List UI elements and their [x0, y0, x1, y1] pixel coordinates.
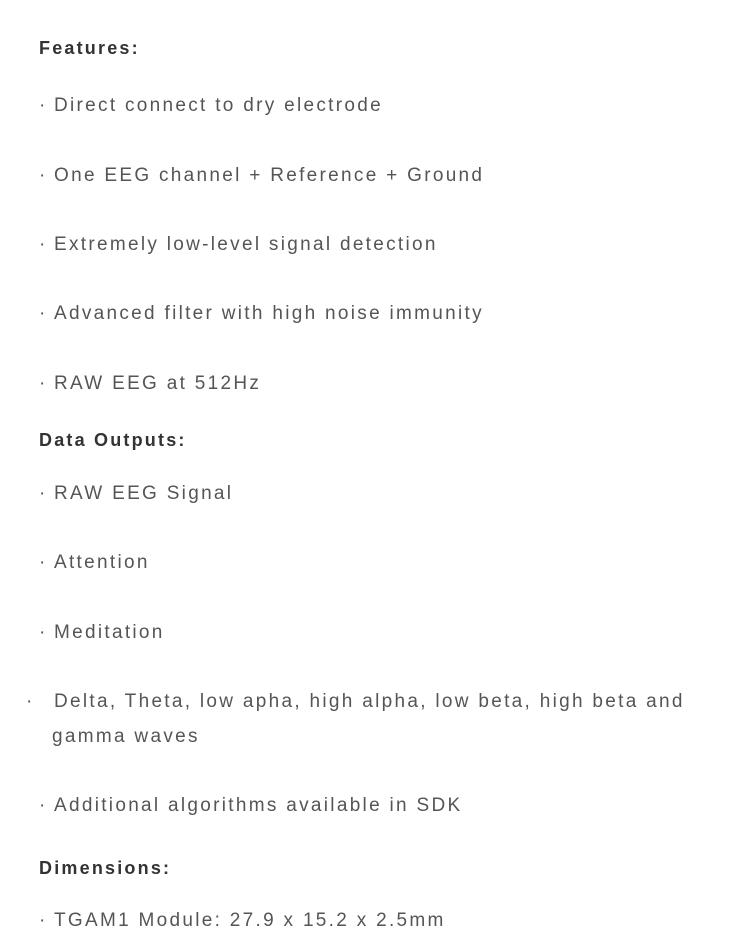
output-item-raw-eeg-signal [39, 476, 719, 511]
feature-item-filter [39, 296, 719, 331]
feature-item-raw-eeg [39, 366, 719, 401]
output-item-brainwaves [26, 684, 722, 754]
feature-item-eeg-channel [39, 158, 719, 193]
output-text: Attention [54, 552, 150, 573]
bullet: · [39, 165, 46, 186]
bullet: · [39, 622, 46, 643]
output-item-algorithms [39, 788, 719, 823]
feature-text: One EEG channel + Reference + Ground [54, 165, 485, 186]
dimension-text: TGAM1 Module: 27.9 x 15.2 x 2.5mm [54, 910, 446, 931]
features-heading: Features: [39, 38, 140, 58]
output-item-meditation [39, 615, 719, 650]
dimensions-heading: Dimensions: [39, 858, 172, 878]
feature-text: Direct connect to dry electrode [54, 95, 383, 116]
dimension-item-tgam1 [39, 903, 719, 938]
output-text: RAW EEG Signal [54, 483, 234, 504]
bullet: · [39, 234, 46, 255]
data-outputs-heading: Data Outputs: [39, 430, 187, 450]
feature-item-signal-detection [39, 227, 719, 262]
output-text: Additional algorithms available in SDK [54, 795, 463, 816]
feature-text: Advanced filter with high noise immunity [54, 303, 484, 324]
bullet: · [39, 552, 46, 573]
bullet: · [39, 483, 46, 504]
bullet: · [39, 303, 46, 324]
output-item-attention [39, 545, 719, 580]
bullet: · [26, 691, 33, 712]
feature-text: Extremely low-level signal detection [54, 234, 438, 255]
bullet: · [39, 373, 46, 394]
bullet: · [39, 910, 46, 931]
feature-text: RAW EEG at 512Hz [54, 373, 262, 394]
bullet: · [39, 795, 46, 816]
feature-item-dry-electrode [39, 88, 719, 123]
output-text: Delta, Theta, low apha, high alpha, low beta, high beta and gamma waves [52, 691, 685, 747]
output-text: Meditation [54, 622, 165, 643]
bullet: · [39, 95, 46, 116]
